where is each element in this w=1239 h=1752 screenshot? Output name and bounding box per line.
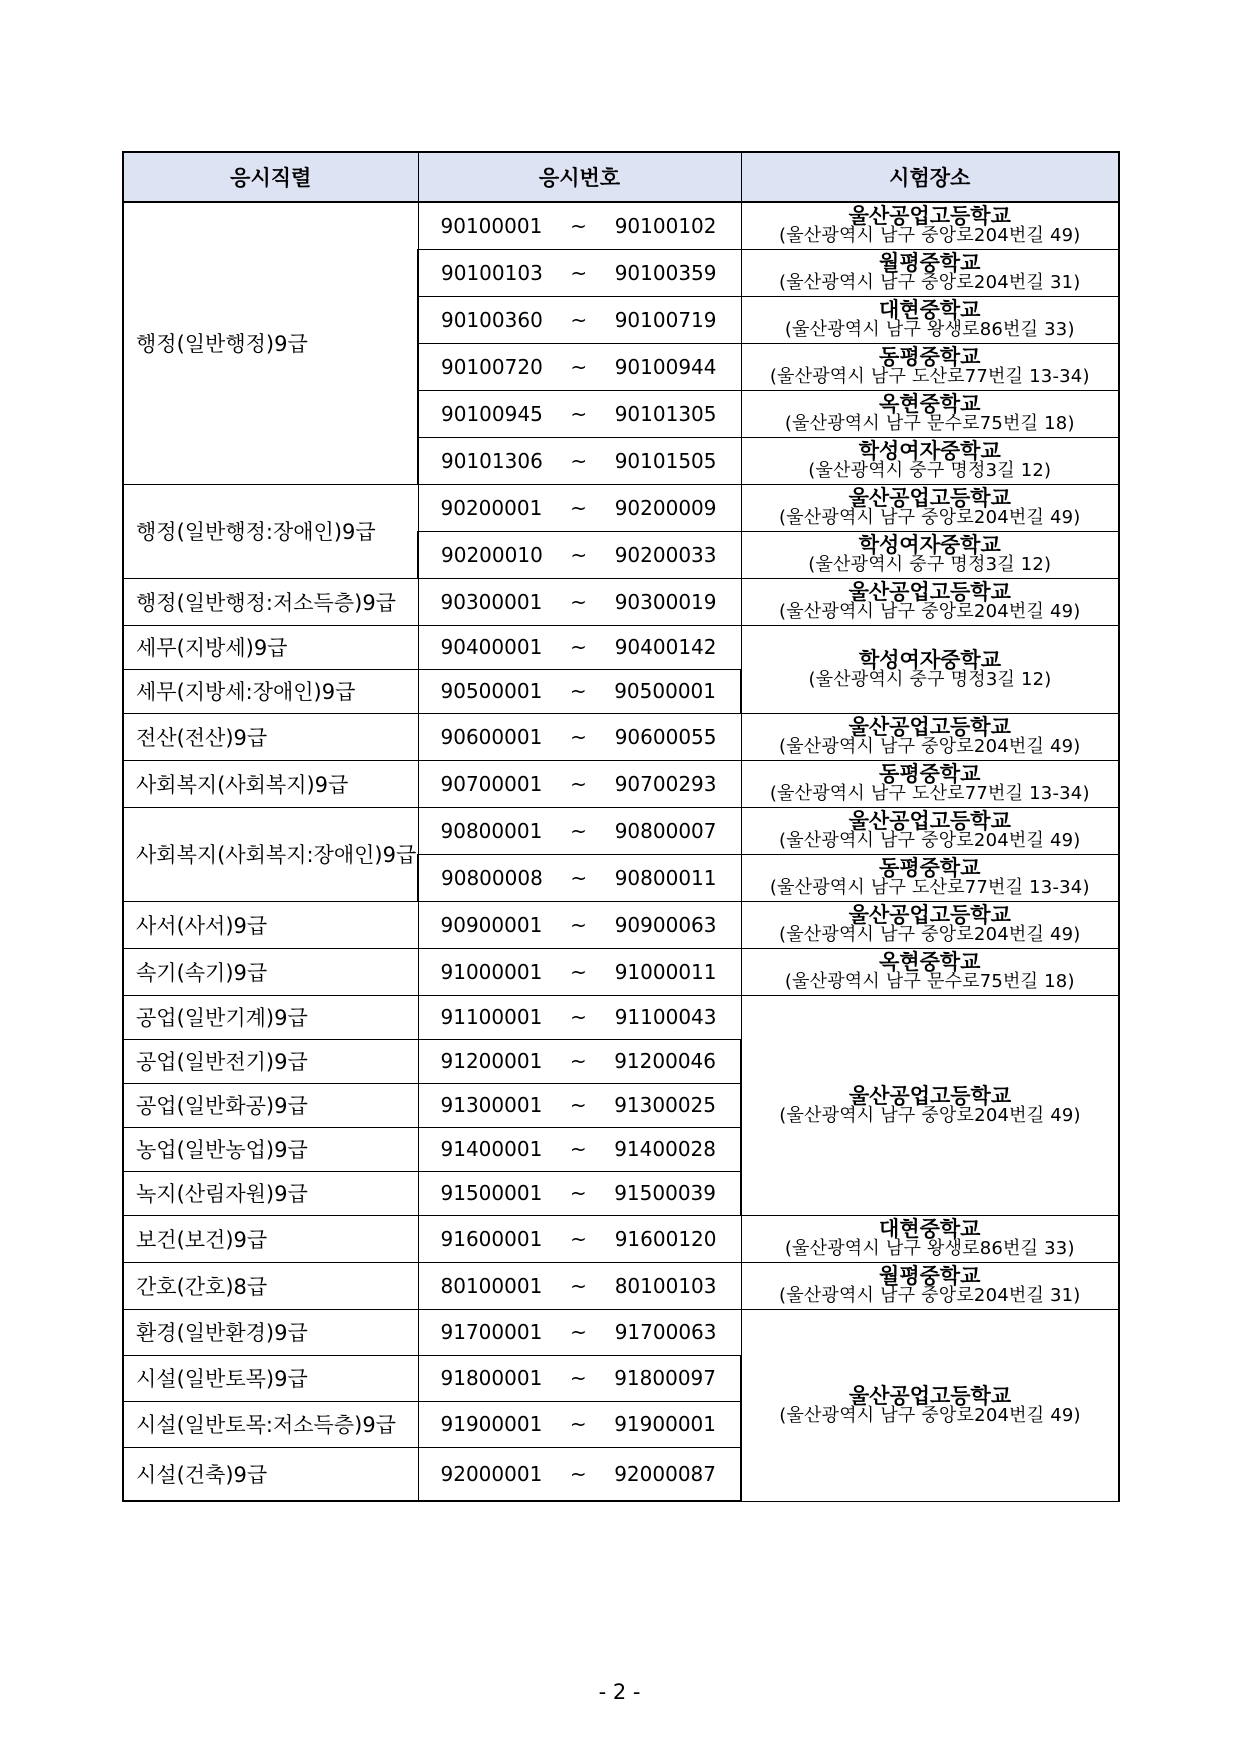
range-separator: ~ [570,401,588,426]
range-end: 90500001 [614,679,716,703]
venue-name: 울산공업고등학교 [848,580,1011,605]
number-range [419,960,741,984]
exam-venue-cell [741,854,1119,901]
table-row [123,807,1119,854]
exam-venue-cell [741,625,1119,713]
range-start: 90800001 [440,818,543,843]
table-row [123,625,1119,669]
job-series-cell: 시설(일반토목)9급 [123,1355,418,1401]
range-start: 90100945 [441,401,543,426]
number-range [419,1274,741,1298]
job-series-cell: 공업(일반기계)9급 [123,995,418,1039]
number-range [419,679,741,703]
exam-number-range-cell [418,948,741,995]
range-separator: ~ [570,771,587,796]
range-separator: ~ [569,1412,587,1436]
exam-number-range-cell [418,760,741,807]
exam-number-range-cell [418,1309,741,1355]
number-range [419,772,741,796]
range-separator: ~ [570,1226,587,1251]
number-range [419,913,741,937]
range-end: 90200033 [614,542,717,567]
range-end: 90700293 [614,771,717,796]
venue-name: 옥현중학교 [879,392,981,417]
job-series-cell: 녹지(산림자원)9급 [123,1171,418,1215]
range-start: 90500001 [440,679,543,703]
table-row [123,484,1119,531]
range-separator: ~ [570,912,587,937]
exam-number-range-cell [418,1083,741,1127]
venue-address: (울산광역시 남구 중앙로204번길 49) [779,1104,1081,1126]
job-series-cell: 속기(속기)9급 [123,948,418,995]
exam-venue-cell [741,1215,1119,1262]
exam-venue-cell [741,1262,1119,1309]
range-separator: ~ [570,1273,587,1298]
exam-venue-table [122,151,1120,1502]
venue-address: (울산광역시 중구 명정3길 12) [808,554,1052,576]
range-end: 90900063 [614,912,717,937]
exam-number-range-cell [418,390,741,437]
exam-venue-cell [741,807,1119,854]
number-range [419,496,741,520]
exam-venue-cell [741,249,1119,296]
range-start: 90200010 [441,542,543,567]
job-series-cell: 전산(전산)9급 [123,713,418,760]
range-end: 91600120 [614,1226,717,1251]
number-range [419,1320,741,1344]
table-row [123,1262,1119,1309]
exam-number-range-cell [418,531,741,578]
exam-venue-cell [741,713,1119,760]
range-end: 91300025 [614,1093,716,1117]
range-end: 91200046 [614,1049,716,1073]
range-separator: ~ [570,307,588,332]
venue-name: 동평중학교 [879,856,981,881]
exam-number-range-cell [418,437,741,484]
exam-venue-cell [741,1309,1119,1501]
exam-venue-cell [741,531,1119,578]
number-range [419,590,741,614]
range-start: 91100001 [440,1005,543,1029]
exam-number-range-cell [418,854,741,901]
venue-name: 울산공업고등학교 [848,903,1011,928]
venue-address: (울산광역시 남구 도산로77번길 13-34) [769,366,1090,388]
venue-name: 월평중학교 [879,251,981,276]
range-start: 90100001 [440,213,543,238]
range-end: 91800097 [614,1366,716,1390]
range-start: 91800001 [440,1366,543,1390]
exam-number-range-cell [418,578,741,625]
number-range [419,449,741,473]
range-end: 91500039 [614,1181,716,1205]
range-end: 90100719 [614,307,717,332]
venue-address: (울산광역시 남구 도산로77번길 13-34) [769,783,1090,805]
venue-address: (울산광역시 남구 중앙로204번길 49) [778,601,1081,623]
number-range [419,819,741,843]
venue-name: 울산공업고등학교 [848,1083,1012,1108]
exam-number-range-cell [418,1355,741,1401]
number-range [419,308,741,332]
job-series-cell: 보건(보건)9급 [123,1215,418,1262]
range-separator: ~ [570,589,587,614]
range-end: 91900001 [614,1412,716,1436]
range-separator: ~ [570,635,587,659]
range-start: 91700001 [440,1320,543,1344]
exam-number-range-cell [418,1127,741,1171]
exam-venue-cell [741,390,1119,437]
range-end: 90600055 [614,724,717,749]
exam-number-range-cell [418,484,741,531]
header-job-series: 응시직렬 [123,152,418,202]
venue-name: 대현중학교 [879,298,981,323]
range-end: 90101505 [614,448,717,473]
range-end: 80100103 [614,1273,717,1298]
table-row [123,713,1119,760]
exam-number-range-cell [418,1262,741,1309]
range-separator: ~ [570,1005,587,1029]
exam-venue-cell [741,760,1119,807]
number-range [419,261,741,285]
range-separator: ~ [570,959,587,984]
range-separator: ~ [569,1049,587,1073]
venue-name: 학성여자중학교 [858,533,1001,558]
exam-venue-cell [741,995,1119,1215]
venue-name: 울산공업고등학교 [848,204,1011,229]
range-start: 90200001 [440,495,543,520]
table-row [123,1309,1119,1355]
range-separator: ~ [570,542,588,567]
range-start: 90400001 [440,635,543,659]
range-end: 90100944 [614,354,717,379]
venue-address: (울산광역시 남구 문수로75번길 18) [784,971,1075,993]
job-series-cell: 공업(일반화공)9급 [123,1083,418,1127]
range-separator: ~ [570,865,588,890]
exam-number-range-cell [418,1447,741,1501]
venue-name: 울산공업고등학교 [848,809,1011,834]
number-range [419,1093,741,1117]
table-row [123,995,1119,1039]
page-number: - 2 - [598,1680,641,1704]
range-start: 90100720 [441,354,543,379]
exam-number-range-cell [418,995,741,1039]
range-end: 92000087 [614,1461,716,1486]
venue-address: (울산광역시 남구 도산로77번길 13-34) [769,877,1090,899]
venue-name: 학성여자중학교 [858,439,1001,464]
range-end: 91100043 [614,1005,717,1029]
exam-venue-cell [741,343,1119,390]
table-row [123,760,1119,807]
range-separator: ~ [569,1366,587,1390]
exam-number-range-cell [418,249,741,296]
venue-address: (울산광역시 남구 중앙로204번길 49) [778,830,1081,852]
table-row [123,1215,1119,1262]
range-start: 90100103 [441,260,543,285]
job-series-cell: 시설(건축)9급 [123,1447,418,1501]
number-range [419,1462,741,1486]
exam-venue-cell [741,901,1119,948]
range-start: 91600001 [440,1226,543,1251]
number-range [419,1137,741,1161]
table-row [123,901,1119,948]
range-separator: ~ [570,448,588,473]
number-range [419,1005,741,1029]
range-end: 90100359 [614,260,717,285]
range-separator: ~ [570,1320,587,1344]
exam-number-range-cell [418,296,741,343]
range-start: 91500001 [440,1181,543,1205]
number-range [419,1366,741,1390]
exam-venue-cell [741,202,1119,249]
range-start: 91200001 [440,1049,543,1073]
number-range [419,1049,741,1073]
range-start: 92000001 [440,1461,543,1486]
range-separator: ~ [570,354,588,379]
venue-name: 울산공업고등학교 [848,715,1011,740]
range-separator: ~ [570,818,587,843]
exam-venue-cell [741,484,1119,531]
range-start: 90800008 [441,865,543,890]
number-range [419,1181,741,1205]
number-range [419,725,741,749]
exam-number-range-cell [418,1401,741,1447]
range-start: 91000001 [440,959,543,984]
range-separator: ~ [570,724,587,749]
venue-name: 월평중학교 [879,1264,981,1289]
number-range [419,214,741,238]
exam-number-range-cell [418,625,741,669]
venue-name: 대현중학교 [879,1217,981,1242]
venue-address: (울산광역시 남구 중앙로204번길 49) [778,924,1081,946]
range-end: 90200009 [614,495,717,520]
number-range [419,543,741,567]
range-start: 91900001 [440,1412,543,1436]
exam-number-range-cell [418,807,741,854]
job-series-cell: 세무(지방세:장애인)9급 [123,669,418,713]
number-range [419,866,741,890]
venue-address: (울산광역시 남구 중앙로204번길 49) [778,507,1081,529]
range-separator: ~ [569,679,587,703]
table-body [123,202,1119,1501]
exam-number-range-cell [418,202,741,249]
header-exam-venue: 시험장소 [741,152,1119,202]
number-range [419,1412,741,1436]
job-series-cell: 행정(일반행정)9급 [123,202,418,484]
job-series-cell: 간호(간호)8급 [123,1262,418,1309]
venue-name: 옥현중학교 [879,950,981,975]
job-series-cell: 사회복지(사회복지)9급 [123,760,418,807]
number-range [419,402,741,426]
exam-number-range-cell [418,1171,741,1215]
range-separator: ~ [569,1461,587,1486]
job-series-cell: 시설(일반토목:저소득층)9급 [123,1401,418,1447]
venue-address: (울산광역시 남구 문수로75번길 18) [784,413,1075,435]
venue-address: (울산광역시 중구 명정3길 12) [808,668,1052,690]
venue-name: 울산공업고등학교 [848,1383,1012,1408]
range-end: 90101305 [614,401,717,426]
table-row [123,578,1119,625]
exam-number-range-cell [418,1039,741,1083]
venue-name: 학성여자중학교 [858,647,1001,672]
job-series-cell: 공업(일반전기)9급 [123,1039,418,1083]
venue-address: (울산광역시 중구 명정3길 12) [808,460,1052,482]
table-row [123,202,1119,249]
range-start: 90300001 [440,589,543,614]
range-end: 91400028 [614,1137,716,1161]
range-separator: ~ [569,1093,587,1117]
range-end: 90300019 [614,589,717,614]
job-series-cell: 사서(사서)9급 [123,901,418,948]
job-series-cell: 농업(일반농업)9급 [123,1127,418,1171]
number-range [419,355,741,379]
range-end: 91000011 [614,959,717,984]
range-end: 90800011 [614,865,717,890]
range-separator: ~ [570,260,588,285]
exam-number-range-cell [418,343,741,390]
exam-venue-cell [741,578,1119,625]
range-separator: ~ [569,1181,587,1205]
range-start: 80100001 [440,1273,543,1298]
exam-number-range-cell [418,901,741,948]
range-separator: ~ [569,1137,587,1161]
range-start: 90700001 [440,771,543,796]
venue-address: (울산광역시 남구 중앙로204번길 49) [779,1404,1081,1426]
job-series-cell: 세무(지방세)9급 [123,625,418,669]
range-start: 90600001 [440,724,543,749]
range-end: 90400142 [614,635,717,659]
number-range [419,635,741,659]
table-row [123,948,1119,995]
venue-address: (울산광역시 남구 중앙로204번길 31) [778,272,1081,294]
exam-number-range-cell [418,1215,741,1262]
range-start: 90100360 [441,307,543,332]
range-end: 90100102 [614,213,717,238]
exam-venue-cell [741,296,1119,343]
job-series-cell: 사회복지(사회복지:장애인)9급 [123,807,418,901]
range-start: 90101306 [441,448,543,473]
venue-address: (울산광역시 남구 왕생로86번길 33) [784,1238,1075,1260]
venue-address: (울산광역시 남구 중앙로204번길 31) [778,1285,1081,1307]
range-start: 90900001 [440,912,543,937]
range-start: 91400001 [440,1137,543,1161]
exam-number-range-cell [418,669,741,713]
venue-address: (울산광역시 남구 중앙로204번길 49) [778,736,1081,758]
range-separator: ~ [570,495,587,520]
venue-address: (울산광역시 남구 왕생로86번길 33) [784,319,1075,341]
exam-venue-cell [741,948,1119,995]
venue-name: 동평중학교 [879,762,981,787]
job-series-cell: 행정(일반행정:저소득층)9급 [123,578,418,625]
job-series-cell: 행정(일반행정:장애인)9급 [123,484,418,578]
table-header-row [123,152,1119,202]
number-range [419,1227,741,1251]
exam-venue-cell [741,437,1119,484]
job-series-cell: 환경(일반환경)9급 [123,1309,418,1355]
header-exam-number: 응시번호 [418,152,741,202]
range-separator: ~ [570,213,587,238]
range-end: 90800007 [614,818,717,843]
range-start: 91300001 [440,1093,543,1117]
venue-name: 울산공업고등학교 [848,486,1011,511]
exam-number-range-cell [418,713,741,760]
venue-name: 동평중학교 [879,345,981,370]
venue-address: (울산광역시 남구 중앙로204번길 49) [778,225,1081,247]
range-end: 91700063 [614,1320,717,1344]
